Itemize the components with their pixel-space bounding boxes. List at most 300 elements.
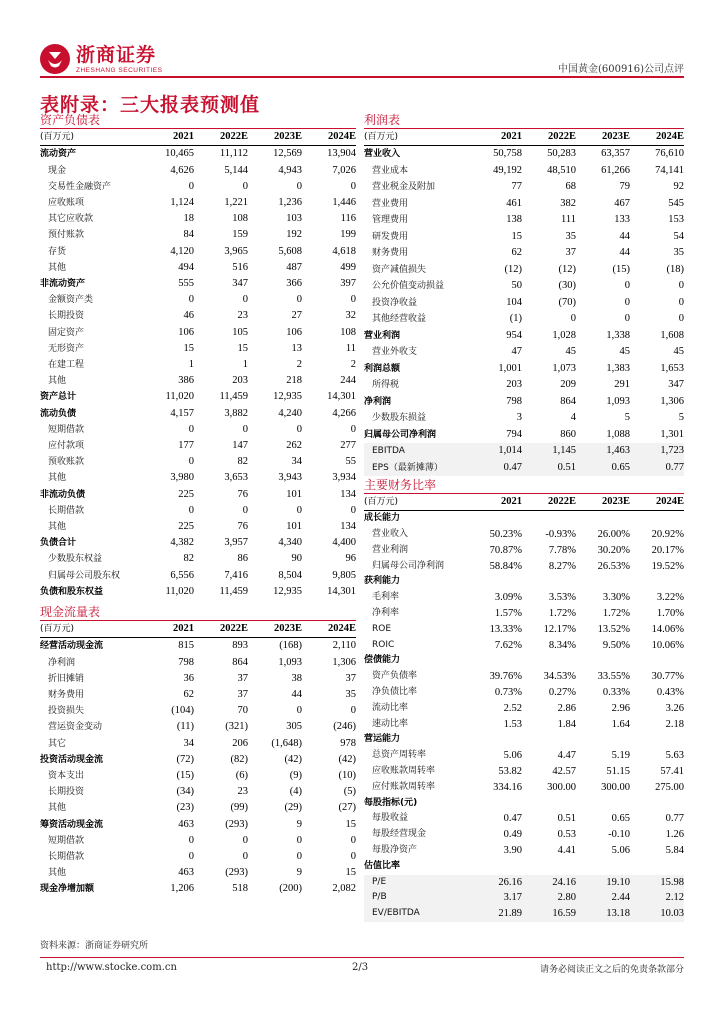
table-row (364, 262, 684, 279)
row-value: 116 (340, 213, 356, 225)
row-value: 51.15 (606, 766, 630, 778)
row-value: (72) (176, 753, 194, 765)
row-value: 864 (560, 395, 576, 407)
table-row (40, 503, 356, 519)
row-value: 347 (232, 277, 248, 289)
table-row (364, 511, 684, 527)
units-label: (百万元) (40, 621, 140, 638)
table-row (364, 811, 684, 827)
row-label: 投资活动现金流 (40, 754, 104, 765)
row-label: 折旧摊销 (48, 673, 85, 684)
row-label: 营业利润 (372, 544, 409, 555)
row-value: 45 (619, 346, 630, 358)
row-value: 3.53% (548, 592, 576, 604)
row-value: 203 (506, 379, 522, 391)
row-value: 20.92% (651, 529, 684, 541)
table-row (364, 328, 684, 345)
row-value: 0 (188, 456, 194, 468)
row-value: 0 (188, 834, 194, 846)
row-value: 0.43% (656, 687, 684, 699)
row-value: (293) (225, 818, 248, 830)
table-row (40, 817, 356, 833)
row-value: 1,028 (552, 329, 576, 341)
row-value: 0 (678, 280, 684, 292)
table-row (40, 163, 356, 179)
row-value: (10) (338, 769, 356, 781)
table-row (40, 784, 356, 800)
row-label: 非流动资产 (40, 278, 86, 289)
row-label: 经营活动现金流 (40, 641, 104, 652)
row-value: 1,236 (278, 196, 302, 208)
row-value: 206 (232, 737, 248, 749)
row-value: 4,157 (170, 407, 194, 419)
cash-flow-title: 现金流量表 (40, 605, 101, 619)
row-value: 106 (286, 326, 302, 338)
row-label: 资产负债率 (372, 671, 418, 682)
row-label: 投资净收益 (372, 297, 418, 308)
row-value: (29) (284, 802, 302, 814)
row-value: (9) (289, 769, 302, 781)
row-value: 0.33% (602, 687, 630, 699)
row-value: 0 (624, 280, 630, 292)
row-value: 5.84 (665, 845, 684, 857)
row-value: 1,653 (660, 362, 684, 374)
row-value: 262 (286, 439, 302, 451)
row-value: 4.41 (557, 845, 576, 857)
row-value: 0.47 (468, 460, 522, 477)
row-value: 79 (619, 181, 630, 193)
row-label: 流动负债 (40, 408, 77, 419)
row-value: 860 (560, 428, 576, 440)
row-value: 15 (237, 342, 248, 354)
row-value: 10,465 (165, 148, 194, 160)
row-value: 26.53% (597, 560, 630, 572)
row-value: 1.26 (665, 829, 684, 841)
row-value: 1,145 (522, 443, 576, 460)
row-value: 70 (237, 705, 248, 717)
row-value: 978 (340, 737, 356, 749)
row-value: 1,338 (606, 329, 630, 341)
row-value: 2.44 (576, 890, 630, 906)
row-value: 50.23% (489, 529, 522, 541)
row-label: 所得税 (372, 380, 400, 391)
row-value: 5.63 (665, 750, 684, 762)
row-value: 0.65 (611, 813, 630, 825)
row-label: 营业利润 (364, 330, 401, 341)
row-label: 应收账款周转率 (372, 766, 436, 777)
balance-sheet-title: 资产负债表 (40, 113, 101, 127)
row-value: 10.06% (651, 639, 684, 651)
row-value: 35 (345, 688, 356, 700)
table-row (40, 357, 356, 373)
table-row (364, 245, 684, 262)
row-label: 研发费用 (372, 231, 409, 242)
row-value: 0 (296, 294, 302, 306)
row-label: 净负债比率 (372, 687, 418, 698)
table-row (364, 827, 684, 843)
table-row (364, 229, 684, 246)
table-row (364, 590, 684, 606)
row-value: 0 (350, 423, 356, 435)
row-label: 流动比率 (372, 702, 409, 713)
table-row (364, 780, 684, 796)
year-header: 2022E (522, 494, 576, 511)
row-value: 134 (340, 488, 356, 500)
row-value: 10.03 (630, 906, 684, 922)
table-header-row (364, 494, 684, 511)
year-header: 2021 (468, 129, 522, 146)
row-value: (27) (338, 802, 356, 814)
row-value: 347 (668, 379, 684, 391)
row-value: 954 (506, 329, 522, 341)
row-label: 营业外收支 (372, 347, 418, 358)
year-header: 2024E (630, 494, 684, 511)
row-value: 275.00 (655, 781, 684, 793)
year-header: 2023E (576, 129, 630, 146)
row-value (576, 859, 630, 875)
row-label: 利润总额 (364, 363, 401, 374)
row-value: (293) (225, 867, 248, 879)
row-value: 1,124 (170, 196, 194, 208)
row-value: 2.18 (665, 718, 684, 730)
row-value: 0 (242, 294, 248, 306)
table-row (40, 341, 356, 357)
table-row (364, 685, 684, 701)
row-value: 461 (506, 197, 522, 209)
row-value: 50,283 (547, 148, 576, 160)
table-row (364, 179, 684, 196)
row-value: 2.80 (522, 890, 576, 906)
row-label: 短期借款 (48, 424, 85, 435)
table-row (364, 875, 684, 891)
row-value: 3,653 (224, 472, 248, 484)
row-label: 归属母公司净利润 (364, 429, 437, 440)
row-value: 101 (286, 488, 302, 500)
row-label: 长期投资 (48, 787, 85, 798)
row-value: 1,093 (278, 656, 302, 668)
row-label: EV/EBITDA (364, 906, 468, 922)
row-label: P/B (364, 890, 468, 906)
row-value: 18 (183, 213, 194, 225)
row-value: 37 (565, 247, 576, 259)
row-value: (4) (289, 786, 302, 798)
row-value: 15 (511, 230, 522, 242)
row-value: 90 (291, 553, 302, 565)
row-value: (104) (171, 705, 194, 717)
row-value: 19.52% (651, 560, 684, 572)
table-row (40, 865, 356, 881)
row-value: 34 (183, 737, 194, 749)
table-row (364, 843, 684, 859)
row-value: 3,965 (224, 245, 248, 257)
table-row (40, 638, 356, 655)
row-value: 14,301 (327, 391, 356, 403)
row-value: (42) (284, 753, 302, 765)
row-value: 47 (511, 346, 522, 358)
table-row (40, 470, 356, 486)
row-value: 7,026 (332, 164, 356, 176)
table-row (40, 211, 356, 227)
row-value: 192 (286, 229, 302, 241)
row-value: 11,112 (219, 148, 248, 160)
row-value: (15) (612, 263, 630, 275)
table-row (40, 454, 356, 470)
row-value: 134 (340, 520, 356, 532)
table-row (364, 163, 684, 180)
row-value: 277 (340, 439, 356, 451)
table-row (40, 800, 356, 816)
table-row (364, 146, 684, 163)
row-label: 资本支出 (48, 770, 85, 781)
row-value: -0.10 (608, 829, 630, 841)
row-label: 每股指标(元) (364, 797, 418, 808)
row-value: 15 (345, 867, 356, 879)
row-value: 4,382 (170, 537, 194, 549)
row-value: 1,306 (660, 395, 684, 407)
row-value: 9 (296, 867, 302, 879)
row-label: 固定资产 (48, 327, 85, 338)
row-value: 1,001 (498, 362, 522, 374)
row-label: 财务费用 (372, 248, 409, 259)
row-value: 1,608 (660, 329, 684, 341)
row-value: 37 (237, 672, 248, 684)
row-value: 864 (232, 656, 248, 668)
row-value: 794 (506, 428, 522, 440)
table-row (364, 796, 684, 812)
row-value: 111 (561, 214, 576, 226)
year-header: 2022E (522, 129, 576, 146)
table-row (364, 377, 684, 394)
row-label: EBITDA (364, 443, 468, 460)
page-number: 2/3 (352, 962, 369, 973)
row-value: (30) (558, 280, 576, 292)
row-value: 798 (178, 656, 194, 668)
row-value: 305 (286, 721, 302, 733)
row-value (522, 511, 576, 527)
row-value: 24.16 (522, 875, 576, 891)
table-row (364, 859, 684, 875)
row-value: 386 (178, 375, 194, 387)
table-row (40, 849, 356, 865)
row-value: 382 (560, 197, 576, 209)
row-value: 7,416 (224, 569, 248, 581)
row-label: 营业成本 (372, 165, 409, 176)
row-value: (18) (666, 263, 684, 275)
table-row (364, 394, 684, 411)
row-value: 96 (345, 553, 356, 565)
row-value: 37 (345, 672, 356, 684)
row-value: 4,266 (332, 407, 356, 419)
row-value: 11,020 (165, 391, 194, 403)
row-value: 0 (350, 850, 356, 862)
row-value: 0 (350, 504, 356, 516)
table-row (40, 568, 356, 584)
row-value: 0 (242, 423, 248, 435)
row-value: 153 (668, 214, 684, 226)
row-value: 516 (232, 261, 248, 273)
footer-url[interactable]: http://www.stocke.com.cn (46, 962, 177, 973)
row-value: 3.26 (665, 702, 684, 714)
brand-name: 浙商证券 (76, 44, 157, 66)
row-value: 0 (296, 180, 302, 192)
row-value (522, 796, 576, 812)
row-label: ROIC (372, 639, 395, 650)
row-value: 494 (178, 261, 194, 273)
row-value: 50 (511, 280, 522, 292)
row-value (468, 859, 522, 875)
row-value: 0 (678, 313, 684, 325)
row-value: 45 (673, 346, 684, 358)
row-value: 27 (291, 310, 302, 322)
row-value: 1,206 (170, 883, 194, 895)
row-value: 104 (506, 296, 522, 308)
row-value: 92 (673, 181, 684, 193)
row-value (576, 796, 630, 812)
row-value: 1,383 (606, 362, 630, 374)
row-value: 30.77% (651, 671, 684, 683)
row-label: 其他 (48, 376, 67, 387)
year-header: 2024E (630, 129, 684, 146)
row-value: 4 (570, 412, 576, 424)
row-value: 4,618 (332, 245, 356, 257)
table-header-row (364, 129, 684, 146)
year-header: 2022E (194, 129, 248, 146)
row-label: 估值比率 (364, 860, 401, 871)
table-row (40, 752, 356, 768)
row-value: 1.70% (656, 608, 684, 620)
row-label: 交易性金融资产 (48, 181, 112, 192)
row-value: 4,943 (278, 164, 302, 176)
row-value: 244 (340, 375, 356, 387)
table-row (40, 551, 356, 567)
row-value (630, 732, 684, 748)
row-value: 68 (565, 181, 576, 193)
row-value: 1,093 (606, 395, 630, 407)
row-value: 8.34% (548, 639, 576, 651)
row-value: 12,935 (273, 391, 302, 403)
row-value: 76 (237, 488, 248, 500)
row-value: -0.93% (545, 529, 576, 541)
row-value: 21.89 (468, 906, 522, 922)
row-value: 0.65 (576, 460, 630, 477)
row-value: 33.55% (597, 671, 630, 683)
row-value: 0 (624, 296, 630, 308)
report-tag: 中国黄金(600916)公司点评 (558, 64, 684, 75)
row-value: 1,221 (224, 196, 248, 208)
table-row (40, 373, 356, 389)
row-value: 3,934 (332, 472, 356, 484)
row-label: 其他 (48, 868, 67, 879)
table-row (40, 179, 356, 195)
row-value: 2 (296, 358, 302, 370)
row-value: 35 (565, 230, 576, 242)
row-label: 其他 (48, 521, 67, 532)
cash-flow-table (40, 621, 356, 898)
row-value: 487 (286, 261, 302, 273)
units-label: (百万元) (364, 129, 468, 146)
row-value: 0 (188, 504, 194, 516)
header-divider (40, 76, 684, 78)
row-value: 44 (291, 688, 302, 700)
row-value: 84 (183, 229, 194, 241)
row-value (576, 653, 630, 669)
row-value: 4,400 (332, 537, 356, 549)
row-label: 长期借款 (48, 505, 85, 516)
year-header: 2023E (576, 494, 630, 511)
row-value: 518 (232, 883, 248, 895)
row-value: 11,020 (165, 585, 194, 597)
row-value: 0 (242, 504, 248, 516)
row-label: 每股经营现金 (372, 829, 427, 840)
row-value: 5.06 (503, 750, 522, 762)
row-label: 毛利率 (372, 592, 400, 603)
row-value: 893 (232, 640, 248, 652)
row-value: 0.49 (503, 829, 522, 841)
row-value: 35 (673, 247, 684, 259)
row-value: 1.72% (548, 608, 576, 620)
row-value: 0 (242, 850, 248, 862)
row-value: 34.53% (543, 671, 576, 683)
row-label: 负债合计 (40, 538, 77, 549)
row-value: 225 (178, 520, 194, 532)
row-value (576, 511, 630, 527)
table-row (40, 833, 356, 849)
row-value (468, 653, 522, 669)
row-value: 499 (340, 261, 356, 273)
row-value: 218 (286, 375, 302, 387)
page-title: 表附录：三大报表预测值 (40, 94, 261, 116)
row-label: 营业税金及附加 (372, 182, 436, 193)
table-row (40, 389, 356, 405)
row-value (468, 732, 522, 748)
row-value: (70) (558, 296, 576, 308)
row-value: 3,957 (224, 537, 248, 549)
row-value: 5,608 (278, 245, 302, 257)
row-value: 0 (678, 296, 684, 308)
row-value: 0 (624, 313, 630, 325)
row-label: 投资损失 (48, 706, 85, 717)
row-value: 138 (506, 214, 522, 226)
row-value: 11,459 (219, 391, 248, 403)
row-value: (1) (509, 313, 522, 325)
row-value: 4,120 (170, 245, 194, 257)
ratios-table (364, 494, 684, 922)
row-value: 50,758 (493, 148, 522, 160)
row-value: 463 (178, 867, 194, 879)
row-value: 11 (345, 342, 356, 354)
row-value: 39.76% (489, 671, 522, 683)
row-value: (168) (279, 640, 302, 652)
table-row (40, 535, 356, 551)
row-value: 20.17% (651, 544, 684, 556)
row-label: 少数股东损益 (372, 413, 427, 424)
table-row (364, 653, 684, 669)
table-row (40, 438, 356, 454)
row-value: 798 (506, 395, 522, 407)
row-value: 70.87% (489, 544, 522, 556)
row-label: 流动资产 (40, 149, 77, 160)
row-value: 13.33% (489, 623, 522, 635)
row-value: 3.90 (503, 845, 522, 857)
row-label: 营运资金变动 (48, 722, 103, 733)
table-row (364, 890, 684, 906)
row-label: 公允价值变动损益 (372, 281, 445, 292)
table-row (40, 487, 356, 503)
row-label: 在建工程 (48, 359, 85, 370)
row-value: 1.64 (611, 718, 630, 730)
row-value: 0.51 (557, 813, 576, 825)
table-row (40, 881, 356, 897)
